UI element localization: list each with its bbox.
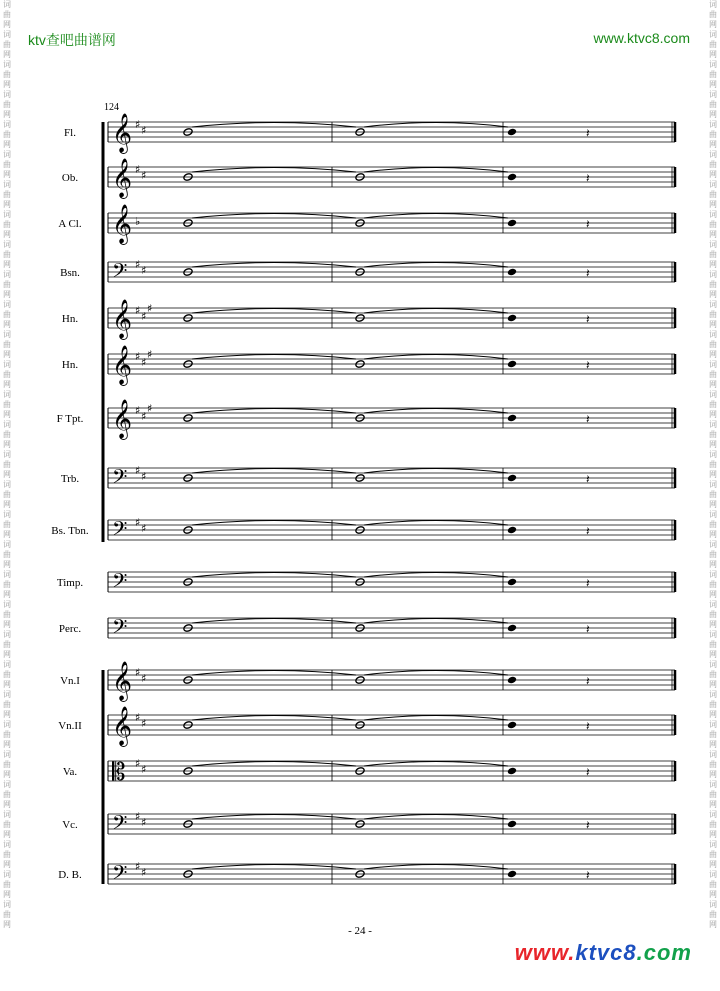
tie — [192, 671, 356, 676]
quarter-rest-icon: 𝄽 — [586, 126, 590, 140]
key-signature-accidental: ♯ — [135, 464, 141, 477]
tie — [364, 762, 508, 767]
tie — [192, 123, 356, 128]
quarter-note — [507, 219, 517, 228]
key-signature-accidental: ♯ — [141, 169, 147, 182]
bass-clef-icon: 𝄢 — [112, 811, 128, 839]
key-signature-accidental: ♯ — [135, 757, 141, 770]
quarter-note — [507, 360, 517, 369]
tie — [192, 263, 356, 268]
quarter-note — [507, 676, 517, 685]
key-signature-accidental: ♯ — [135, 711, 141, 724]
instrument-label: Vn.II — [58, 720, 82, 732]
key-signature-accidental: ♯ — [141, 816, 147, 829]
tie — [364, 815, 508, 820]
quarter-note — [507, 767, 517, 776]
treble-clef-icon: 𝄞 — [112, 204, 133, 244]
key-signature-accidental: ♯ — [141, 672, 147, 685]
watermark-part-1: www. — [514, 940, 576, 965]
instrument-label: Hn. — [61, 313, 79, 325]
quarter-note — [507, 870, 517, 879]
quarter-note — [507, 721, 517, 730]
tie — [364, 263, 508, 268]
tie — [364, 716, 508, 721]
quarter-note — [507, 578, 517, 587]
instrument-label: Vn.I — [60, 675, 80, 687]
footer-watermark — [515, 940, 692, 966]
quarter-rest-icon: 𝄽 — [586, 868, 590, 882]
treble-clef-icon: 𝄞 — [112, 661, 133, 701]
treble-clef-icon: 𝄞 — [112, 158, 133, 198]
tie — [192, 469, 356, 474]
tie — [364, 573, 508, 578]
bass-clef-icon: 𝄢 — [112, 517, 128, 545]
key-signature-accidental: ♯ — [135, 350, 141, 363]
key-signature-accidental: ♯ — [141, 356, 147, 369]
alto-clef-icon: 𝄡 — [112, 758, 126, 786]
tie — [364, 355, 508, 360]
treble-clef-icon: 𝄞 — [112, 299, 133, 339]
tie — [364, 469, 508, 474]
tie — [364, 168, 508, 173]
tie — [364, 409, 508, 414]
key-signature-accidental: ♭ — [135, 215, 141, 228]
treble-clef-icon: 𝄞 — [112, 399, 133, 439]
key-signature-accidental: ♯ — [147, 348, 153, 361]
quarter-rest-icon: 𝄽 — [586, 818, 590, 832]
key-signature-accidental: ♯ — [135, 258, 141, 271]
site-url-right[interactable]: www.ktvc8.com — [593, 30, 690, 46]
quarter-note — [507, 624, 517, 633]
quarter-note — [507, 526, 517, 535]
instrument-label: A Cl. — [58, 218, 82, 230]
quarter-note — [507, 173, 517, 182]
instrument-label: Vc. — [62, 819, 78, 831]
quarter-rest-icon: 𝄽 — [586, 312, 590, 326]
tie — [192, 214, 356, 219]
quarter-rest-icon: 𝄽 — [586, 217, 590, 231]
instrument-label: Trb. — [60, 473, 80, 485]
tie — [364, 671, 508, 676]
instrument-label: Perc. — [58, 623, 82, 635]
quarter-rest-icon: 𝄽 — [586, 719, 590, 733]
treble-clef-icon: 𝄞 — [112, 706, 133, 746]
quarter-rest-icon: 𝄽 — [586, 266, 590, 280]
tie — [192, 865, 356, 870]
tie — [192, 309, 356, 314]
key-signature-accidental: ♯ — [135, 118, 141, 131]
side-watermark-right: 词曲网词曲网词曲网词曲网词曲网词曲网词曲网词曲网词曲网词曲网词曲网词曲网词曲网词曲网词曲网词曲网词曲网词曲网词曲网词曲网词曲网词曲网词曲网词曲网词曲网词曲网词曲网词曲网词曲网词曲网词曲网 — [709, 0, 717, 929]
watermark-part-2: ktvc8 — [575, 940, 637, 965]
tie — [192, 355, 356, 360]
key-signature-accidental: ♯ — [135, 666, 141, 679]
tie — [192, 521, 356, 526]
key-signature-accidental: ♯ — [141, 763, 147, 776]
quarter-note — [507, 820, 517, 829]
tie — [192, 762, 356, 767]
instrument-label: Bsn. — [60, 267, 80, 279]
side-watermark-left: 词曲网词曲网词曲网词曲网词曲网词曲网词曲网词曲网词曲网词曲网词曲网词曲网词曲网词曲网词曲网词曲网词曲网词曲网词曲网词曲网词曲网词曲网词曲网词曲网词曲网词曲网词曲网词曲网词曲网词曲网词曲网 — [3, 0, 11, 929]
quarter-rest-icon: 𝄽 — [586, 412, 590, 426]
key-signature-accidental: ♯ — [141, 470, 147, 483]
key-signature-accidental: ♯ — [135, 163, 141, 176]
key-signature-accidental: ♯ — [141, 310, 147, 323]
instrument-label: F Tpt. — [56, 413, 84, 425]
tie — [192, 815, 356, 820]
tie — [192, 409, 356, 414]
key-signature-accidental: ♯ — [135, 516, 141, 529]
key-signature-accidental: ♯ — [141, 124, 147, 137]
key-signature-accidental: ♯ — [147, 302, 153, 315]
instrument-label: Hn. — [61, 359, 79, 371]
instrument-label: Timp. — [56, 577, 84, 589]
quarter-rest-icon: 𝄽 — [586, 765, 590, 779]
bass-clef-icon: 𝄢 — [112, 465, 128, 493]
quarter-rest-icon: 𝄽 — [586, 524, 590, 538]
key-signature-accidental: ♯ — [141, 264, 147, 277]
quarter-note — [507, 128, 517, 137]
quarter-note — [507, 314, 517, 323]
quarter-rest-icon: 𝄽 — [586, 674, 590, 688]
quarter-rest-icon: 𝄽 — [586, 472, 590, 486]
measure-number: 124 — [104, 102, 119, 113]
treble-clef-icon: 𝄞 — [112, 345, 133, 385]
tie — [364, 865, 508, 870]
instrument-label: D. B. — [58, 869, 82, 881]
tie — [192, 619, 356, 624]
instrument-label: Ob. — [61, 172, 79, 184]
quarter-rest-icon: 𝄽 — [586, 622, 590, 636]
bass-clef-icon: 𝄢 — [112, 861, 128, 889]
site-name-left: ktv查吧曲谱网 — [28, 32, 116, 48]
key-signature-accidental: ♯ — [135, 860, 141, 873]
instrument-label: Fl. — [64, 127, 76, 139]
instrument-label: Va. — [62, 766, 78, 778]
quarter-note — [507, 474, 517, 483]
key-signature-accidental: ♯ — [141, 410, 147, 423]
quarter-note — [507, 414, 517, 423]
key-signature-accidental: ♯ — [141, 866, 147, 879]
key-signature-accidental: ♯ — [135, 404, 141, 417]
treble-clef-icon: 𝄞 — [112, 113, 133, 153]
page-number: - 24 - — [348, 925, 372, 937]
quarter-rest-icon: 𝄽 — [586, 171, 590, 185]
watermark-part-3: .com — [636, 940, 692, 965]
tie — [364, 619, 508, 624]
key-signature-accidental: ♯ — [135, 304, 141, 317]
tie — [192, 716, 356, 721]
tie — [364, 521, 508, 526]
bass-clef-icon: 𝄢 — [112, 259, 128, 287]
key-signature-accidental: ♯ — [135, 810, 141, 823]
key-signature-accidental: ♯ — [141, 717, 147, 730]
key-signature-accidental: ♯ — [141, 522, 147, 535]
tie — [364, 123, 508, 128]
tie — [364, 214, 508, 219]
quarter-rest-icon: 𝄽 — [586, 576, 590, 590]
tie — [192, 573, 356, 578]
key-signature-accidental: ♯ — [147, 402, 153, 415]
instrument-labels — [51, 127, 89, 881]
instrument-label: Bs. Tbn. — [51, 525, 89, 537]
tie — [192, 168, 356, 173]
notes — [183, 123, 590, 883]
bass-clef-icon: 𝄢 — [112, 615, 128, 643]
quarter-rest-icon: 𝄽 — [586, 358, 590, 372]
tie — [364, 309, 508, 314]
bass-clef-icon: 𝄢 — [112, 569, 128, 597]
quarter-note — [507, 268, 517, 277]
